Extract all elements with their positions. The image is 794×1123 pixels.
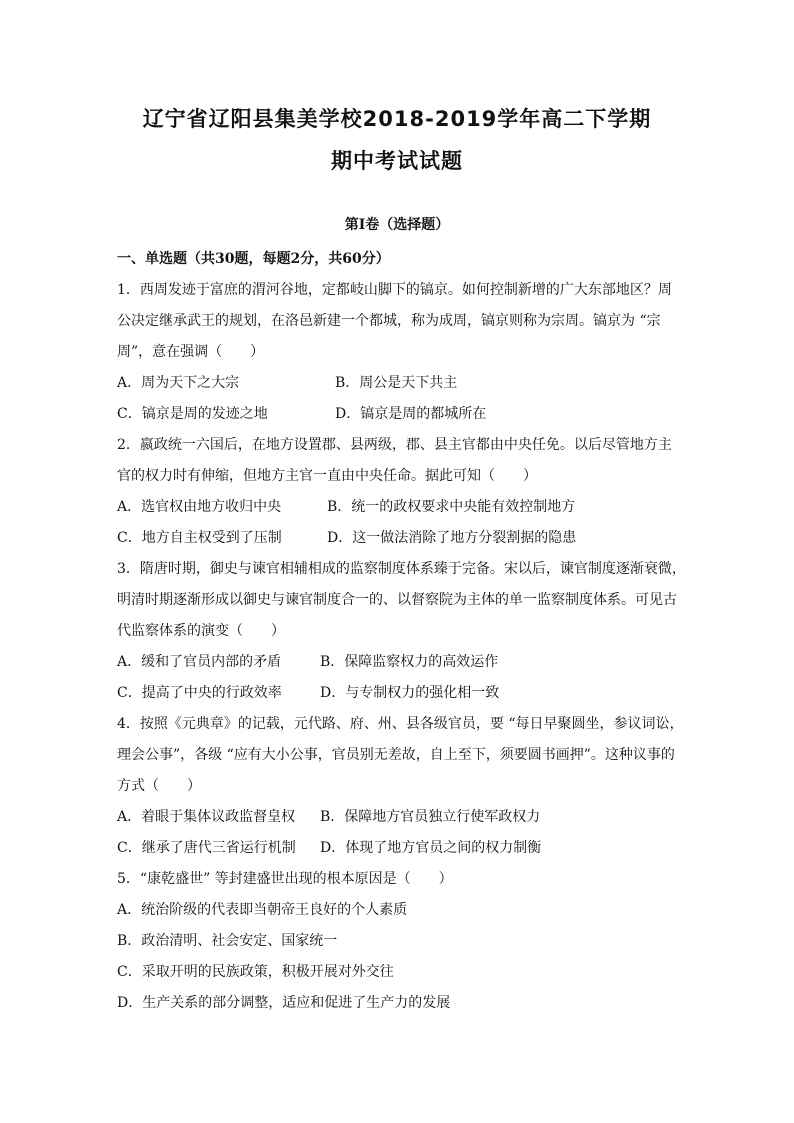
question-1-option-a: A．周为天下之大宗 xyxy=(117,375,240,391)
question-5-option-b: B．政治清明、社会安定、国家统一 xyxy=(117,933,338,949)
question-4-line-2: 理会公事”，各级 “应有大小公事，官员别无差故，自上至下，须要圆书画押”。这种议事的 xyxy=(117,747,675,763)
question-4-option-c: C．继承了唐代三省运行机制 xyxy=(117,840,296,856)
question-1-option-d: D．镐京是周的都城所在 xyxy=(335,406,487,422)
question-1-option-b: B．周公是天下共主 xyxy=(335,375,458,391)
question-5-option-c: C．采取开明的民族政策，积极开展对外交往 xyxy=(117,964,394,980)
question-body xyxy=(117,244,685,1019)
question-1-options-row-1 xyxy=(117,368,685,399)
question-3-options-row-2 xyxy=(117,678,685,709)
question-2-option-c: C．地方自主权受到了压制 xyxy=(117,530,282,546)
question-4-option-a: A．着眼于集体议政监督皇权 xyxy=(117,809,296,825)
question-3-line-2: 明清时期逐渐形成以御史与谏官制度合一的、以督察院为主体的单一监察制度体系。可见古 xyxy=(117,592,677,608)
question-2-options-row-2 xyxy=(117,523,685,554)
question-3-option-c: C．提高了中央的行政效率 xyxy=(117,685,282,701)
question-1-line-3: 周”，意在强调（ ） xyxy=(117,344,265,360)
question-2-line-1: 2．嬴政统一六国后，在地方设置郡、县两级，郡、县主官都由中央任免。以后尽管地方主 xyxy=(117,437,672,453)
question-2-options-row-1 xyxy=(117,492,685,523)
question-5-line-1: 5．“康乾盛世” 等封建盛世出现的根本原因是（ ） xyxy=(117,871,453,887)
question-2-option-b: B．统一的政权要求中央能有效控制地方 xyxy=(327,499,576,515)
question-4-option-d: D．体现了地方官员之间的权力制衡 xyxy=(320,840,542,856)
question-2-option-d: D．这一做法消除了地方分裂割据的隐患 xyxy=(327,530,577,546)
question-4-options-row-1 xyxy=(117,802,685,833)
question-3-option-d: D．与专制权力的强化相一致 xyxy=(320,685,500,701)
question-3-options-row-1 xyxy=(117,647,685,678)
part-heading: 一、单选题（共30题，每题2分，共60分） xyxy=(117,251,390,267)
question-3-line-3: 代监察体系的演变（ ） xyxy=(117,623,285,639)
question-4-line-1: 4．按照《元典章》的记载，元代路、府、州、县各级官员，要 “每日早聚圆坐，参议词讼， xyxy=(117,716,684,732)
question-3-option-a: A．缓和了官员内部的矛盾 xyxy=(117,654,282,670)
section-title: 第Ⅰ卷（选择题） xyxy=(344,217,450,233)
question-4-option-b: B．保障地方官员独立行使军政权力 xyxy=(320,809,541,825)
question-2-option-a: A．选官权由地方收归中央 xyxy=(117,499,282,515)
question-2-line-2: 官的权力时有伸缩，但地方主官一直由中央任命。据此可知（ ） xyxy=(117,468,537,484)
question-5-option-a: A．统治阶级的代表即当朝帝王良好的个人素质 xyxy=(117,902,408,918)
question-3-option-b: B．保障监察权力的高效运作 xyxy=(320,654,499,670)
page-subtitle: 期中考试试题 xyxy=(331,149,463,173)
question-3-line-1: 3．隋唐时期，御史与谏官相辅相成的监察制度体系臻于完备。宋以后，谏官制度逐渐衰微， xyxy=(117,561,686,577)
question-5-option-d: D．生产关系的部分调整，适应和促进了生产力的发展 xyxy=(117,995,451,1011)
question-1-option-c: C．镐京是周的发迹之地 xyxy=(117,406,268,422)
question-4-options-row-2 xyxy=(117,833,685,864)
question-1-options-row-2 xyxy=(117,399,685,430)
question-4-line-3: 方式（ ） xyxy=(117,778,201,794)
question-1-line-1: 1．西周发迹于富庶的渭河谷地，定都岐山脚下的镐京。如何控制新增的广大东部地区？周 xyxy=(117,282,672,298)
page-title: 辽宁省辽阳县集美学校2018-2019学年高二下学期 xyxy=(142,107,652,131)
question-1-line-2: 公决定继承武王的规划，在洛邑新建一个都城，称为成周，镐京则称为宗周。镐京为 “宗 xyxy=(117,313,661,329)
